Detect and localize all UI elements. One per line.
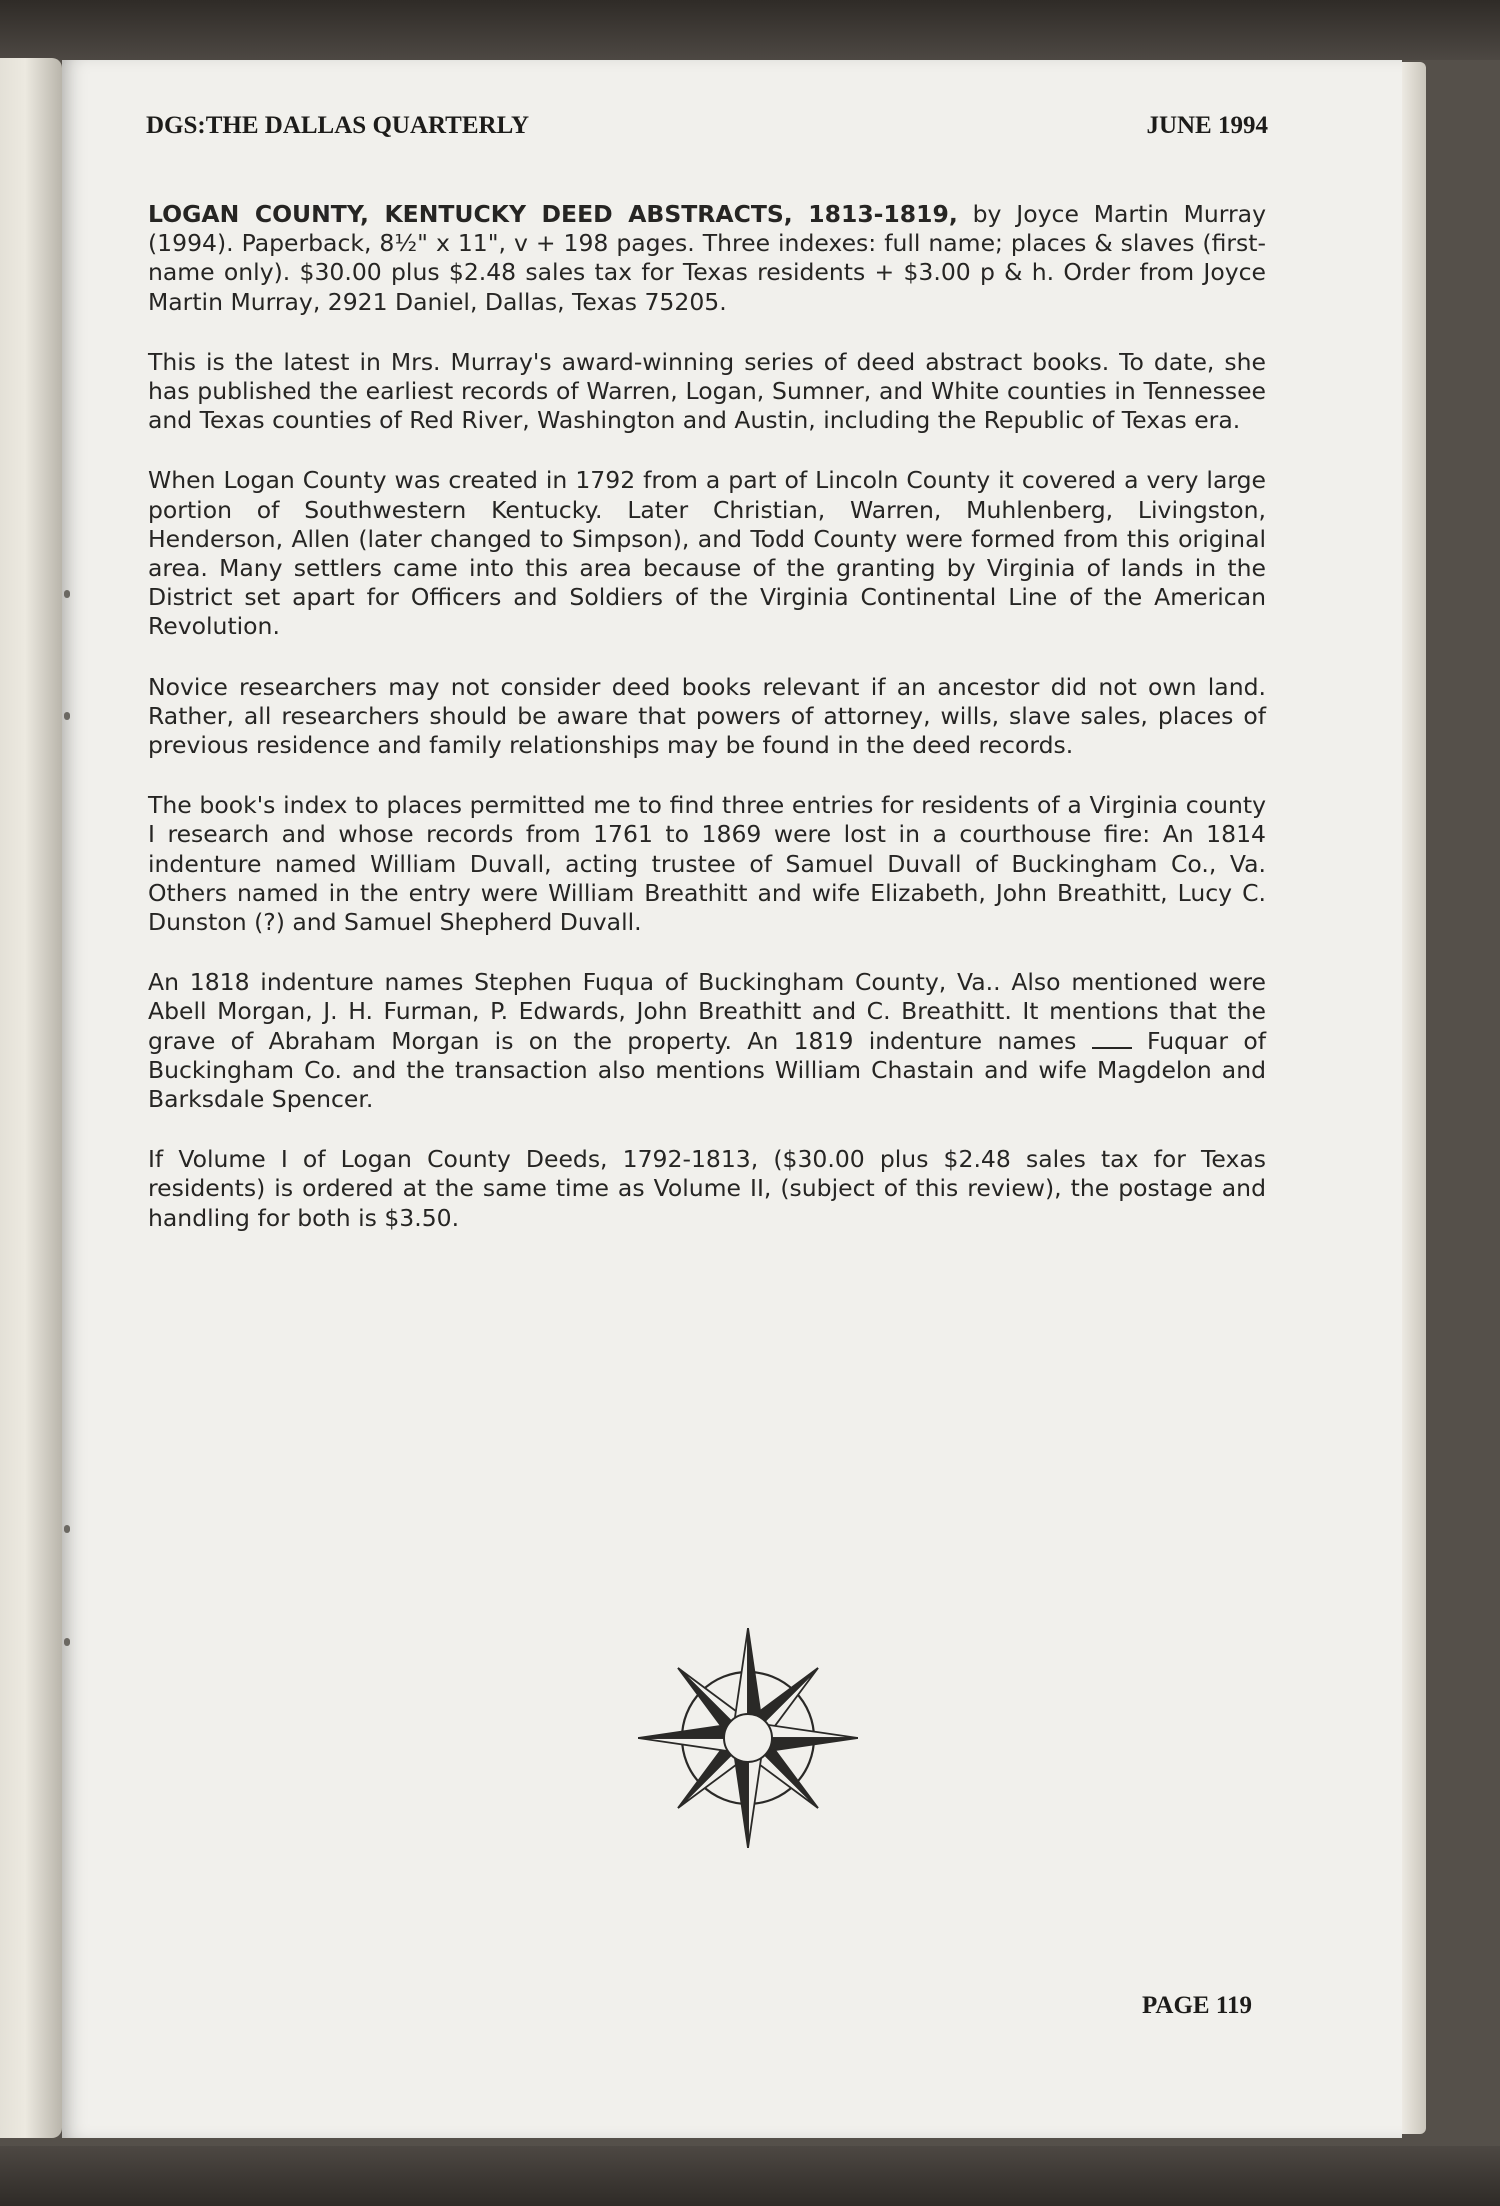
- blank-line: [1092, 1047, 1132, 1049]
- paragraph: [148, 968, 1266, 1114]
- paragraph: When Logan County was created in 1792 from a part of Lincoln County it covered a very large portion of Southwestern Kentucky. Later Christian, Warren, Muhlenberg, Livingston, Henderson, Allen (later changed to Simpson), and Todd County were formed from this original area. Many settlers came into this area because of the granting by Virginia of lands in the District set apart for Officers and Soldiers of the Virginia Continental Line of the American Revolution.: [148, 466, 1266, 641]
- running-header: [146, 112, 1268, 140]
- scan-background-bottom: [0, 2146, 1500, 2206]
- binding-mark: [64, 590, 70, 598]
- page-number: PAGE 119: [1142, 1992, 1252, 2019]
- facing-page-edge: [0, 58, 62, 2138]
- issue-date: JUNE 1994: [1146, 112, 1268, 139]
- paragraph-text: Fuquar of Buckingham Co. and the transaction also mentions William Chastain and wife Magdelon and Barksdale Spencer.: [148, 1026, 1266, 1114]
- book-title: LOGAN COUNTY, KENTUCKY DEED ABSTRACTS, 1813-1819,: [148, 200, 958, 228]
- binding-mark: [64, 1638, 70, 1646]
- scan-background-top: [0, 0, 1500, 60]
- page-stack-edge: [1398, 62, 1426, 2134]
- compass-rose-icon: [638, 1628, 858, 1848]
- paragraph: Novice researchers may not consider deed books relevant if an ancestor did not own land. Rather, all researchers should be aware that powers of attorney, wills, slave sales, places of previous residence and family relationships may be found in the deed records.: [148, 672, 1266, 760]
- binding-mark: [64, 1525, 70, 1533]
- paragraph-text: An 1818 indenture names Stephen Fuqua of Buckingham County, Va.. Also mentioned were Abell Morgan, J. H. Furman, P. Edwards, John Breathitt and C. Breathitt. It mentions that the grave of Abraham Morgan is on the property. An 1819 indenture names: [148, 968, 1266, 1055]
- binding-mark: [64, 712, 70, 720]
- paragraph: The book's index to places permitted me to find three entries for residents of a Virginia county I research and whose records from 1761 to 1869 were lost in a courthouse fire: An 1814 indenture named William Duvall, acting trustee of Samuel Duvall of Buckingham Co., Va. Others named in the entry were William Breathitt and wife Elizabeth, John Breathitt, Lucy C. Dunston (?) and Samuel Shepherd Duvall.: [148, 791, 1266, 937]
- citation-details: by Joyce Martin Murray (1994). Paperback, 8½" x 11", v + 198 pages. Three indexes: full name; places & slaves (first-name only). $30.00 plus $2.48 sales tax for Texas residents + $3.00 p & h. Order from Joyce Martin Murray, 2921 Daniel, Dallas, Texas 75205.: [148, 200, 1266, 316]
- review-citation: [148, 200, 1266, 317]
- paragraph: This is the latest in Mrs. Murray's award-winning series of deed abstract books. To date, she has published the earliest records of Warren, Logan, Sumner, and White counties in Tennessee and Texas counties of Red River, Washington and Austin, including the Republic of Texas era.: [148, 347, 1266, 435]
- journal-title: DGS:THE DALLAS QUARTERLY: [146, 112, 530, 139]
- article-body: [148, 200, 1266, 1264]
- paragraph: If Volume I of Logan County Deeds, 1792-1813, ($30.00 plus $2.48 sales tax for Texas residents) is ordered at the same time as Volume II, (subject of this review), the postage and handling for both is $3.50.: [148, 1145, 1266, 1232]
